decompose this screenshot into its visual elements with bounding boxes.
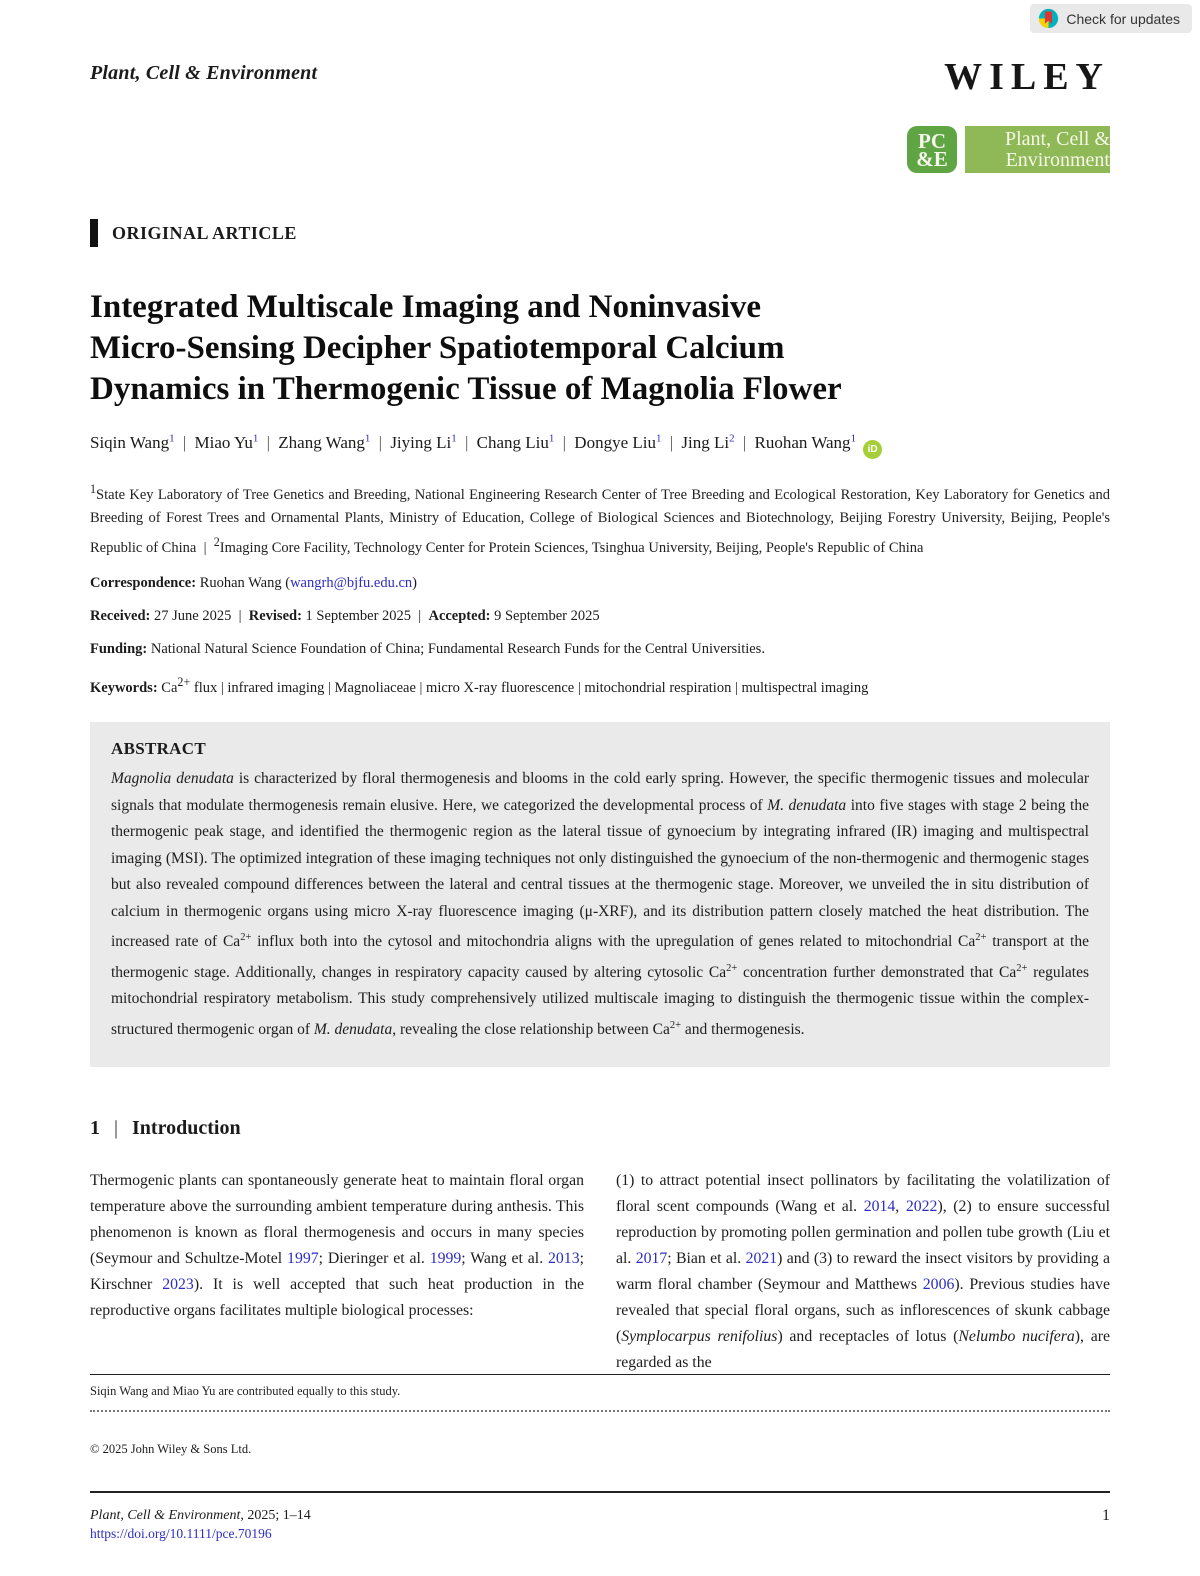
intro-left-column: Thermogenic plants can spontaneously generate heat to maintain floral organ temperature above the surrounding ambient temperature during anthesis. This phenomenon is known as floral thermogenesis and occurs in many species (Seymour and Schultze-Motel 1997; Dieringer et al. 1999; Wang et al. 2013; Kirschner 2023). It is well accepted that such heat production in the reproductive organs facilitates multiple biological processes:: [90, 1171, 585, 1319]
journal-name: Plant, Cell & Environment: [90, 62, 318, 84]
pce-logo-line2: &E: [916, 146, 948, 171]
doi-link[interactable]: https://doi.org/10.1111/pce.70196: [90, 1526, 272, 1541]
section-title: Introduction: [132, 1116, 241, 1139]
footnote-rule: [90, 1374, 1110, 1375]
introduction-heading: [90, 1117, 1110, 1140]
page-header: [90, 0, 1110, 173]
footer-journal-line: Plant, Cell & Environment, 2025; 1–14: [90, 1508, 311, 1523]
correspondence-line: [90, 573, 1110, 593]
correspondence-email-link[interactable]: wangrh@bjfu.edu.cn: [290, 575, 413, 592]
article-type: [90, 219, 1110, 247]
equal-contribution-footnote: Siqin Wang and Miao Yu are contributed equally to this study.: [90, 1384, 401, 1398]
page-number: 1: [1102, 1507, 1110, 1524]
pce-journal-banner: [965, 126, 1110, 173]
abstract-box: [90, 722, 1110, 1066]
section-number: 1: [90, 1116, 100, 1139]
dotted-divider: [90, 1410, 1110, 1412]
correspondence-label: Correspondence:: [90, 575, 197, 592]
footer-rule: [90, 1491, 1110, 1493]
article-type-bar: [90, 219, 98, 247]
abstract-heading: ABSTRACT: [111, 739, 206, 759]
wiley-logo: WILEY: [944, 56, 1110, 98]
pce-logo-icon: [907, 126, 957, 173]
author-list: [90, 432, 1110, 459]
intro-right-column: (1) to attract potential insect pollinators by facilitating the volatilization of floral scent compounds (Wang et al. 2014, 2022), (2) to ensure successful reproduction by promoting pollen germination and pollen tube growth (Liu et al. 2017; Bian et al. 2021) and (3) to reward the insect visitors by providing a warm floral chamber (Seymour and Matthews 2006). Previous studies have revealed that special floral organs, such as inflorescences of skunk cabbage (Symplocarpus renifolius) and receptacles of lotus (Nelumbo nucifera), are regarded as the: [616, 1171, 1110, 1371]
article-title: Integrated Multiscale Imaging and Noninvasive Micro-Sensing Decipher Spatiotemporal Calcium Dynamics in Thermogenic Tissue of Magnolia Flower: [90, 289, 842, 407]
body-columns: [90, 1168, 1110, 1376]
pce-logo-line1: PC: [918, 128, 946, 153]
keywords-line: Keywords: $Ca^{2+}$ flux | infrared imaging | Magnoliaceae | micro X-ray fluorescence | mitochondrial respiration | multispectral imaging: [90, 675, 869, 697]
page-bottom: [90, 1374, 1110, 1542]
page-footer: [90, 1505, 1110, 1542]
correspondence-suffix: ): [412, 575, 417, 592]
affiliations: $^1$State Key Laboratory of Tree Genetics and Breeding, National Engineering Research Center of Tree Breeding and Ecological Restoration, Key Laboratory for Genetics and Breeding of Forest Trees and Ornamental Plants, Ministry of Education, College of Biological Sciences and Biotechnology, Beijing Forestry University, Beijing, People's Republic of China | $^2$Imaging Core Facility, Technology Center for Protein Sciences, Tsinghua University, Beijing, People's Republic of China: [90, 481, 1110, 557]
crossmark-icon: [1038, 8, 1059, 29]
orcid-icon[interactable]: iD: [863, 440, 882, 459]
author-names: Siqin Wang$^1$ | Miao Yu$^1$ | Zhang Wang$^1$ | Jiying Li$^1$ | Chang Liu$^1$ | Dongye Liu$^1$ | Jing Li$^2$ | Ruohan Wang$^1$: [90, 432, 857, 452]
check-for-updates-button[interactable]: [1030, 4, 1192, 33]
funding-line: Funding: National Natural Science Foundation of China; Fundamental Research Funds for the Central Universities.: [90, 641, 765, 658]
article-type-label: ORIGINAL ARTICLE: [112, 222, 297, 243]
abstract-body: Magnolia denudata is characterized by floral thermogenesis and blooms in the cold early spring. However, the specific thermogenic tissues and molecular signals that modulate thermogenesis remain elusive. Here, we categorized the developmental process of M. denudata into five stages with stage 2 being the thermogenic peak stage, and identified the thermogenic region as the lateral tissue of gynoecium by integrating infrared (IR) imaging and multispectral imaging (MSI). The optimized integration of these imaging techniques not only distinguished the gynoecium of the non-thermogenic and thermogenic stages but also revealed compound differences between the lateral and central tissues at the thermogenic stage. Moreover, we unveiled the in situ distribution of calcium in thermogenic organs using micro X-ray fluorescence imaging (μ-XRF), and its distribution pattern closely matched the heat distribution. The increased rate of $Ca^{2+}$ influx both into the cytosol and mitochondria aligns with the upregulation of genes related to mitochondrial $Ca^{2+}$ transport at the thermogenic stage. Additionally, changes in respiratory capacity caused by altering cytosolic $Ca^{2+}$ concentration further demonstrated that $Ca^{2+}$ regulates mitochondrial respiratory metabolism. This study comprehensively utilized multiscale imaging to distinguish the thermogenic tissue within the complex-structured thermogenic organ of M. denudata, revealing the close relationship between $Ca^{2+}$ and thermogenesis.: [111, 770, 1090, 1039]
dates-line: Received: 27 June 2025 | Revised: 1 September 2025 | Accepted: 9 September 2025: [90, 608, 600, 625]
pce-banner-line2: Environment: [1005, 148, 1110, 171]
check-for-updates-label: Check for updates: [1066, 10, 1180, 27]
correspondence-name: Ruohan Wang (: [196, 575, 291, 592]
pce-banner-line1: Plant, Cell &: [1005, 127, 1110, 150]
copyright-notice: © 2025 John Wiley & Sons Ltd.: [90, 1442, 252, 1456]
section-pipe: |: [114, 1116, 119, 1139]
